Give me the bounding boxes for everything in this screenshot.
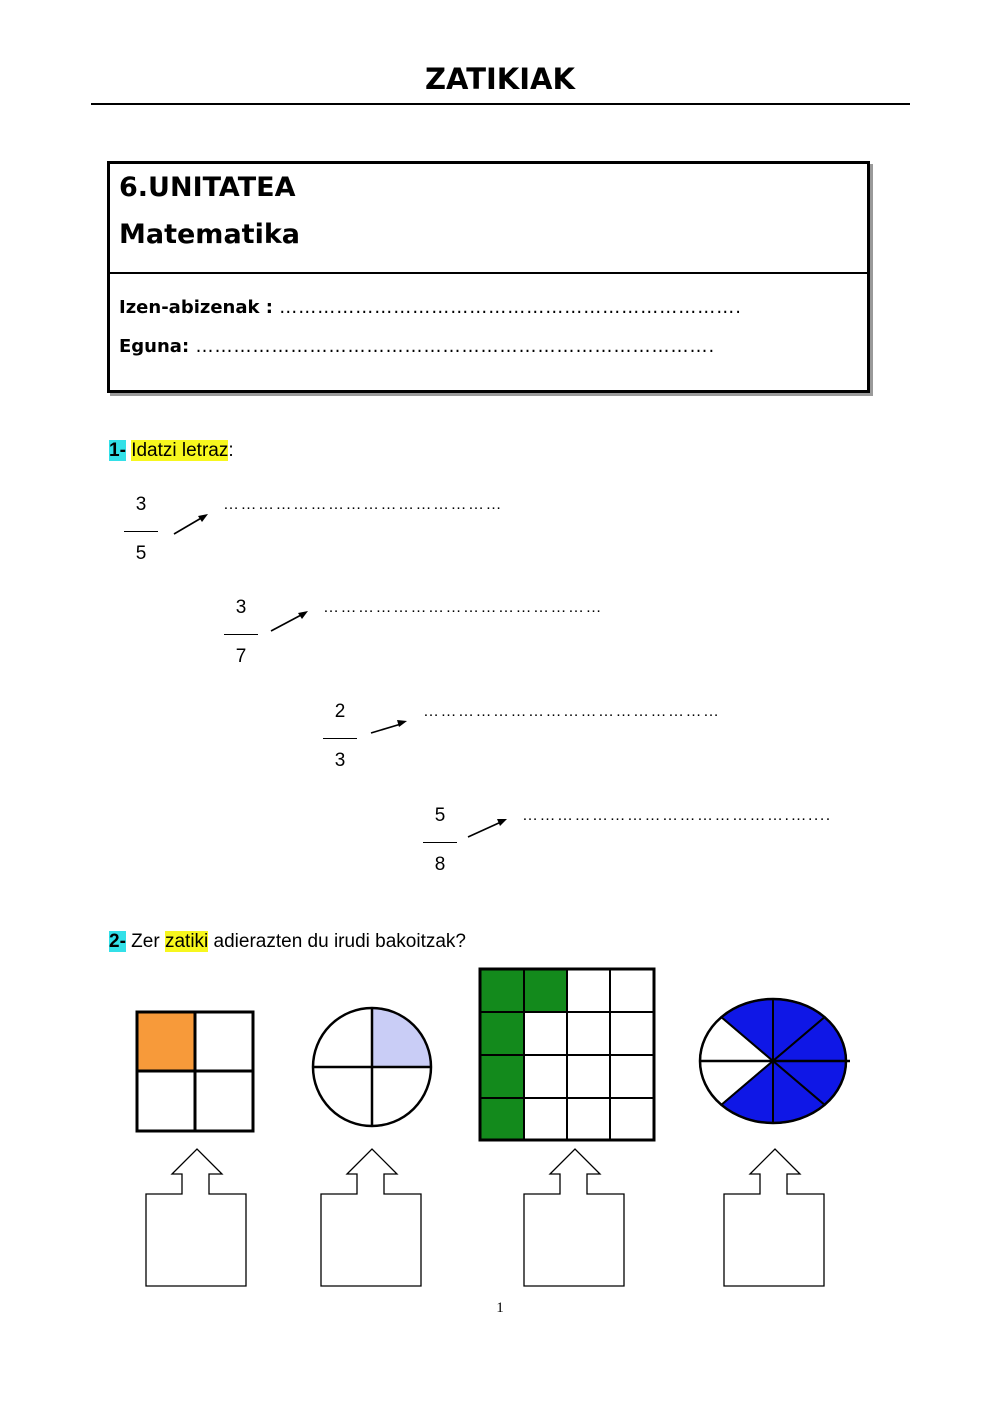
fraction-denominator: 5	[135, 543, 147, 564]
question-2-prefix: Zer	[125, 931, 165, 952]
arrow-icon	[170, 510, 212, 538]
fraction-numerator: 3	[235, 597, 247, 618]
question-1-number: 1-	[109, 440, 126, 461]
answer-box-1[interactable]	[144, 1146, 250, 1290]
subject-title: Matematika	[119, 219, 300, 250]
question-2-suffix: adierazten du irudi bakoitzak?	[208, 931, 466, 952]
fig1-part-shaded	[137, 1012, 195, 1071]
answer-box-4[interactable]	[722, 1146, 828, 1290]
date-row	[119, 336, 715, 357]
answer-line-2[interactable]: …………………………………………	[323, 599, 603, 616]
figure-grid-sixteenths	[478, 967, 658, 1143]
answer-box-3[interactable]	[522, 1146, 628, 1290]
header-divider	[110, 272, 867, 274]
fraction-bar	[124, 531, 158, 532]
figure-square-quarters	[135, 1010, 257, 1134]
fraction-denominator: 8	[434, 854, 446, 875]
answer-line-3[interactable]: ……………………………………………	[423, 703, 721, 720]
fraction-numerator: 3	[135, 494, 147, 515]
arrow-icon	[463, 813, 511, 841]
unit-title: 6.UNITATEA	[119, 172, 296, 203]
arrow-icon	[366, 714, 410, 738]
question-2-number: 2-	[109, 931, 126, 952]
header-box	[107, 161, 870, 393]
fraction-denominator: 7	[235, 646, 247, 667]
fraction-bar	[323, 738, 357, 739]
name-label: Izen-abizenak :	[119, 297, 273, 318]
date-field[interactable]: ……………………………………………………………………….	[195, 336, 716, 357]
question-1-title	[109, 440, 234, 462]
fraction-numerator: 2	[334, 701, 346, 722]
answer-line-1[interactable]: …………………………………………	[223, 496, 503, 513]
answer-box-2[interactable]	[319, 1146, 425, 1290]
question-2-highlight: zatiki	[164, 931, 209, 952]
fraction-numerator: 5	[434, 805, 446, 826]
question-1-highlight: Idatzi letraz	[131, 440, 229, 461]
page-title: ZATIKIAK	[425, 62, 575, 96]
title-rule	[91, 103, 910, 105]
figure-ellipse-eighths	[698, 996, 854, 1128]
answer-line-4[interactable]: ……………………………………….…....	[522, 807, 832, 824]
fraction-bar	[224, 634, 258, 635]
fraction-bar	[423, 842, 457, 843]
date-label: Eguna:	[119, 336, 190, 357]
figure-circle-quarters	[310, 1005, 434, 1129]
question-2-title	[109, 931, 466, 953]
arrow-icon	[266, 607, 312, 635]
name-row	[119, 297, 742, 318]
page-number: 1	[496, 1300, 504, 1316]
question-1-suffix: :	[228, 440, 234, 461]
fraction-denominator: 3	[334, 750, 346, 771]
name-field[interactable]: ……………………………………………………………….	[279, 297, 742, 318]
